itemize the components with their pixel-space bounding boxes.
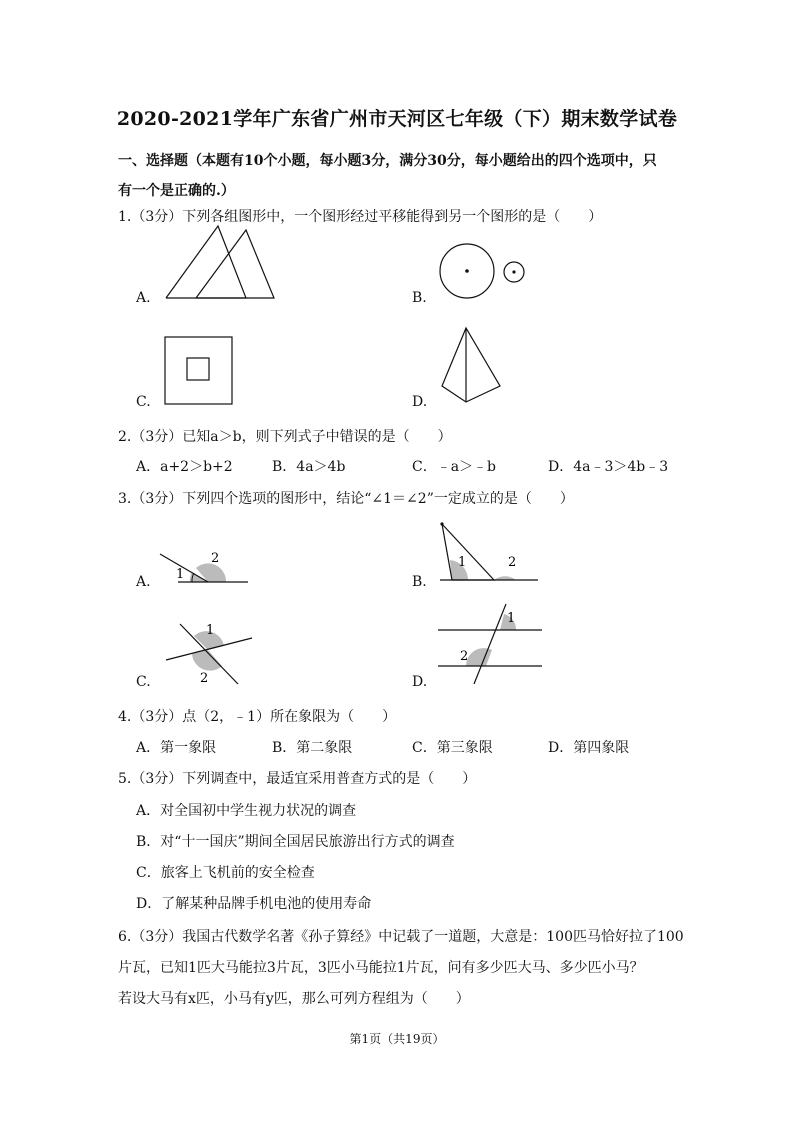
- q3-c-angle-2: 2: [200, 671, 209, 686]
- question-1-stem: 1.（3分）下列各组图形中，一个图形经过平移能得到另一个图形的是（ ）: [118, 209, 603, 225]
- q3-d-angle-2: 2: [460, 649, 469, 664]
- q2-option-b: B．4a＞4b: [272, 459, 346, 475]
- q3-b-angle-1: 1: [458, 555, 467, 570]
- q3-label-b: B.: [412, 574, 427, 590]
- section-heading: 一、选择题（本题有10个小题，每小题3分，满分30分，每小题给出的四个选项中，只 有一个是正确的.）: [118, 153, 657, 199]
- q1-figure-b-circles: [438, 242, 533, 304]
- q1-figure-a-triangles: [160, 222, 280, 302]
- q3-label-a: A.: [136, 574, 151, 590]
- q3-figure-c: [164, 618, 256, 688]
- q1-label-d: D.: [412, 394, 428, 410]
- q1-figure-d-kite: [438, 324, 508, 406]
- question-5-stem: 5.（3分）下列调查中，最适宜采用普查方式的是（ ）: [118, 771, 477, 787]
- q4-option-c: C．第三象限: [412, 740, 493, 756]
- q5-option-c: C．旅客上飞机前的安全检查: [136, 865, 315, 881]
- q3-d-angle-1: 1: [507, 611, 516, 626]
- q3-figure-a: [156, 540, 252, 588]
- question-6-line-2: 片瓦，已知1匹大马能拉3片瓦，3匹小马能拉1片瓦，问有多少匹大马、多少匹小马？: [118, 960, 644, 976]
- question-2-stem: 2.（3分）已知a＞b，则下列式子中错误的是（ ）: [118, 429, 452, 445]
- q5-option-a: A．对全国初中学生视力状况的调查: [136, 803, 357, 819]
- q3-figure-b: [430, 520, 542, 586]
- q1-label-c: C.: [136, 394, 151, 410]
- question-6-line-3: 若设大马有x匹，小马有y匹，那么可列方程组为（ ）: [118, 991, 470, 1007]
- q5-option-b: B．对“十一国庆”期间全国居民旅游出行方式的调查: [136, 834, 455, 850]
- q4-option-d: D．第四象限: [548, 740, 630, 756]
- q4-option-b: B．第二象限: [272, 740, 353, 756]
- question-4-stem: 4.（3分）点（2，﹣1）所在象限为（ ）: [118, 709, 397, 725]
- q1-label-b: B.: [412, 290, 427, 306]
- q2-option-d: D．4a﹣3＞4b﹣3: [548, 459, 669, 475]
- q4-option-a: A．第一象限: [136, 740, 217, 756]
- q3-label-c: C.: [136, 674, 151, 690]
- page-footer: 第1页（共19页）: [349, 1032, 445, 1046]
- question-3-stem: 3.（3分）下列四个选项的图形中，结论“∠1＝∠2”一定成立的是（ ）: [118, 491, 574, 507]
- question-6-line-1: 6.（3分）我国古代数学名著《孙子算经》中记载了一道题，大意是：100匹马恰好拉了100: [118, 929, 684, 945]
- page-title: 2020-2021学年广东省广州市天河区七年级（下）期末数学试卷: [116, 108, 678, 130]
- q3-a-angle-1: 1: [176, 567, 185, 582]
- q3-a-angle-2: 2: [211, 551, 220, 566]
- q2-option-a: A．a+2＞b+2: [136, 459, 233, 475]
- q3-c-angle-1: 1: [206, 623, 215, 638]
- q3-b-angle-2: 2: [508, 555, 517, 570]
- q1-figure-c-squares: [162, 334, 234, 406]
- q5-option-d: D．了解某种品牌手机电池的使用寿命: [136, 896, 372, 912]
- q3-figure-d: [434, 600, 546, 686]
- q3-label-d: D.: [412, 674, 428, 690]
- q2-option-c: C．﹣a＞﹣b: [412, 459, 497, 475]
- q1-label-a: A.: [136, 290, 151, 306]
